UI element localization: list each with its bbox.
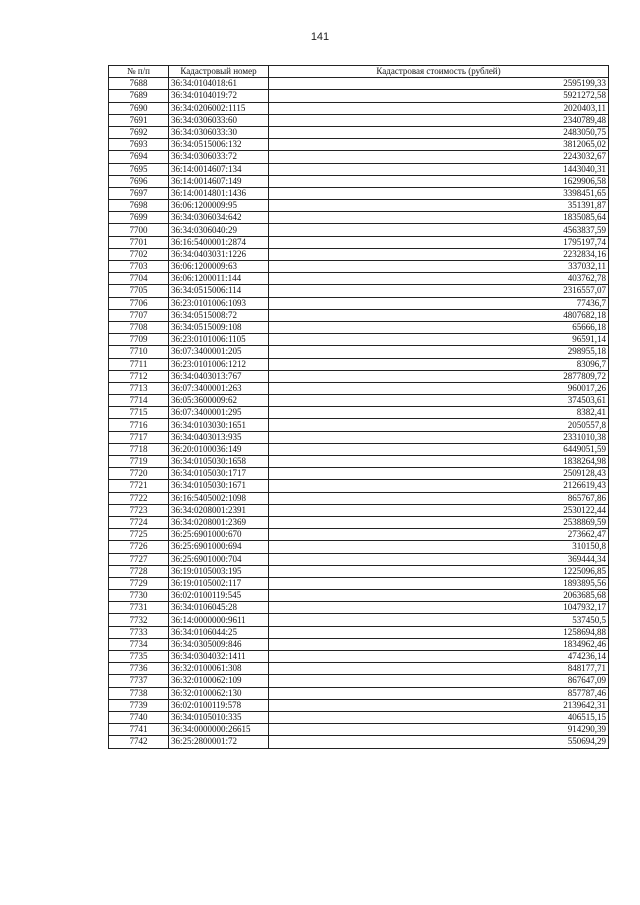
cell-index: 7731 — [109, 602, 169, 614]
cell-cadastral-number: 36:25:6901000:670 — [169, 529, 269, 541]
table-row — [109, 78, 609, 90]
cell-cadastral-value: 273662,47 — [269, 529, 609, 541]
cell-cadastral-number: 36:05:3600009:62 — [169, 395, 269, 407]
cell-cadastral-number: 36:34:0103030:1651 — [169, 419, 269, 431]
table-row — [109, 687, 609, 699]
table-row — [109, 699, 609, 711]
cell-index: 7727 — [109, 553, 169, 565]
cell-cadastral-value: 8382,41 — [269, 407, 609, 419]
cell-index: 7726 — [109, 541, 169, 553]
cell-cadastral-number: 36:34:0305009:846 — [169, 638, 269, 650]
table-row — [109, 553, 609, 565]
cadastral-value-table — [108, 65, 609, 749]
cell-cadastral-value: 1795197,74 — [269, 236, 609, 248]
cell-index: 7700 — [109, 224, 169, 236]
table-row — [109, 711, 609, 723]
cell-cadastral-value: 1835085,64 — [269, 212, 609, 224]
table-row — [109, 334, 609, 346]
table-row — [109, 248, 609, 260]
cell-cadastral-number: 36:14:0014607:134 — [169, 163, 269, 175]
cell-cadastral-value: 4563837,59 — [269, 224, 609, 236]
table-row — [109, 638, 609, 650]
table-row — [109, 736, 609, 748]
cell-cadastral-value: 1838264,98 — [269, 456, 609, 468]
cell-cadastral-number: 36:06:1200009:95 — [169, 200, 269, 212]
cell-index: 7715 — [109, 407, 169, 419]
cell-index: 7698 — [109, 200, 169, 212]
table-row — [109, 492, 609, 504]
cell-cadastral-number: 36:19:0105002:117 — [169, 577, 269, 589]
table-row — [109, 614, 609, 626]
cell-cadastral-number: 36:34:0515006:132 — [169, 139, 269, 151]
table-row — [109, 407, 609, 419]
table-row — [109, 321, 609, 333]
cell-index: 7710 — [109, 346, 169, 358]
table-row — [109, 114, 609, 126]
cell-cadastral-value: 337032,11 — [269, 261, 609, 273]
cell-index: 7721 — [109, 480, 169, 492]
cell-cadastral-number: 36:14:0014801:1436 — [169, 187, 269, 199]
cell-cadastral-number: 36:34:0105030:1658 — [169, 456, 269, 468]
cell-cadastral-number: 36:34:0515008:72 — [169, 309, 269, 321]
cell-cadastral-value: 77436,7 — [269, 297, 609, 309]
cell-cadastral-number: 36:23:0101006:1105 — [169, 334, 269, 346]
cell-cadastral-value: 351391,87 — [269, 200, 609, 212]
page-number: 141 — [310, 31, 330, 43]
cell-cadastral-value: 4807682,18 — [269, 309, 609, 321]
table-row — [109, 529, 609, 541]
cell-cadastral-value: 369444,34 — [269, 553, 609, 565]
table-row — [109, 102, 609, 114]
cell-cadastral-number: 36:07:3400001:205 — [169, 346, 269, 358]
cell-cadastral-number: 36:20:0100036:149 — [169, 443, 269, 455]
cell-index: 7714 — [109, 395, 169, 407]
cell-index: 7694 — [109, 151, 169, 163]
cell-cadastral-value: 474236,14 — [269, 651, 609, 663]
cell-cadastral-number: 36:34:0403013:767 — [169, 370, 269, 382]
table-row — [109, 565, 609, 577]
cell-index: 7692 — [109, 126, 169, 138]
cell-cadastral-value: 1443040,31 — [269, 163, 609, 175]
table-row — [109, 468, 609, 480]
cell-cadastral-number: 36:16:5400001:2874 — [169, 236, 269, 248]
cell-cadastral-number: 36:34:0208001:2369 — [169, 516, 269, 528]
cell-index: 7717 — [109, 431, 169, 443]
cell-cadastral-number: 36:16:5405002:1098 — [169, 492, 269, 504]
table-row — [109, 724, 609, 736]
cell-cadastral-number: 36:34:0208001:2391 — [169, 504, 269, 516]
table-row — [109, 602, 609, 614]
table-row — [109, 675, 609, 687]
cell-index: 7707 — [109, 309, 169, 321]
cell-index: 7703 — [109, 261, 169, 273]
cell-index: 7709 — [109, 334, 169, 346]
cell-index: 7697 — [109, 187, 169, 199]
table-row — [109, 346, 609, 358]
cell-index: 7708 — [109, 321, 169, 333]
cell-index: 7699 — [109, 212, 169, 224]
cell-index: 7724 — [109, 516, 169, 528]
cell-index: 7705 — [109, 285, 169, 297]
cell-index: 7732 — [109, 614, 169, 626]
cell-cadastral-number: 36:07:3400001:263 — [169, 382, 269, 394]
cell-cadastral-value: 2020403,11 — [269, 102, 609, 114]
table-row — [109, 297, 609, 309]
cell-index: 7728 — [109, 565, 169, 577]
cell-index: 7712 — [109, 370, 169, 382]
cell-cadastral-number: 36:23:0101006:1093 — [169, 297, 269, 309]
cell-index: 7688 — [109, 78, 169, 90]
cell-index: 7741 — [109, 724, 169, 736]
cell-cadastral-value: 2331010,38 — [269, 431, 609, 443]
cell-index: 7739 — [109, 699, 169, 711]
table-row — [109, 577, 609, 589]
cell-cadastral-number: 36:06:1200009:63 — [169, 261, 269, 273]
cell-cadastral-number: 36:34:0515006:114 — [169, 285, 269, 297]
cell-cadastral-number: 36:25:6901000:694 — [169, 541, 269, 553]
table-row — [109, 261, 609, 273]
cell-cadastral-number: 36:14:0000000:9611 — [169, 614, 269, 626]
table-row — [109, 163, 609, 175]
cell-cadastral-value: 2139642,31 — [269, 699, 609, 711]
table-row — [109, 541, 609, 553]
cell-cadastral-value: 2126619,43 — [269, 480, 609, 492]
table-row — [109, 395, 609, 407]
cell-cadastral-number: 36:34:0515009:108 — [169, 321, 269, 333]
cell-cadastral-value: 2340789,48 — [269, 114, 609, 126]
table-row — [109, 285, 609, 297]
cell-cadastral-number: 36:34:0105030:1671 — [169, 480, 269, 492]
cell-cadastral-value: 2530122,44 — [269, 504, 609, 516]
cell-cadastral-number: 36:25:2800001:72 — [169, 736, 269, 748]
cell-cadastral-value: 2877809,72 — [269, 370, 609, 382]
cell-cadastral-value: 2232834,16 — [269, 248, 609, 260]
cell-cadastral-number: 36:34:0105030:1717 — [169, 468, 269, 480]
cell-index: 7722 — [109, 492, 169, 504]
cell-index: 7734 — [109, 638, 169, 650]
cell-cadastral-value: 403762,78 — [269, 273, 609, 285]
cell-index: 7735 — [109, 651, 169, 663]
cell-cadastral-number: 36:34:0106044:25 — [169, 626, 269, 638]
cell-cadastral-number: 36:34:0105010:335 — [169, 711, 269, 723]
cell-cadastral-value: 3398451,65 — [269, 187, 609, 199]
cell-index: 7719 — [109, 456, 169, 468]
cell-cadastral-number: 36:32:0100062:130 — [169, 687, 269, 699]
cell-index: 7716 — [109, 419, 169, 431]
cell-cadastral-number: 36:34:0403031:1226 — [169, 248, 269, 260]
cell-cadastral-number: 36:34:0306040:29 — [169, 224, 269, 236]
cell-cadastral-number: 36:25:6901000:704 — [169, 553, 269, 565]
cell-index: 7738 — [109, 687, 169, 699]
table-row — [109, 187, 609, 199]
cell-cadastral-value: 1834962,46 — [269, 638, 609, 650]
table-row — [109, 358, 609, 370]
cell-index: 7706 — [109, 297, 169, 309]
cell-cadastral-number: 36:34:0306033:60 — [169, 114, 269, 126]
cell-cadastral-value: 2063685,68 — [269, 590, 609, 602]
table-row — [109, 126, 609, 138]
cell-cadastral-value: 960017,26 — [269, 382, 609, 394]
table-row — [109, 309, 609, 321]
cell-index: 7695 — [109, 163, 169, 175]
cell-cadastral-value: 310150,8 — [269, 541, 609, 553]
cell-cadastral-number: 36:34:0306034:642 — [169, 212, 269, 224]
column-header-cadastral-number: Кадастровый номер — [169, 66, 269, 78]
cell-cadastral-value: 537450,5 — [269, 614, 609, 626]
cell-cadastral-number: 36:34:0104019:72 — [169, 90, 269, 102]
cell-cadastral-value: 2483050,75 — [269, 126, 609, 138]
cell-cadastral-number: 36:23:0101006:1212 — [169, 358, 269, 370]
cell-cadastral-value: 2243032,67 — [269, 151, 609, 163]
table-row — [109, 456, 609, 468]
cell-index: 7725 — [109, 529, 169, 541]
cell-cadastral-number: 36:02:0100119:545 — [169, 590, 269, 602]
cell-cadastral-value: 65666,18 — [269, 321, 609, 333]
table-row — [109, 431, 609, 443]
table-row — [109, 370, 609, 382]
cell-cadastral-value: 867647,09 — [269, 675, 609, 687]
cell-index: 7737 — [109, 675, 169, 687]
table-row — [109, 419, 609, 431]
cell-cadastral-value: 1258694,88 — [269, 626, 609, 638]
table-row — [109, 516, 609, 528]
table-row — [109, 224, 609, 236]
cell-cadastral-value: 3812065,02 — [269, 139, 609, 151]
table-header-row — [109, 66, 609, 78]
cell-index: 7704 — [109, 273, 169, 285]
cell-cadastral-value: 865767,86 — [269, 492, 609, 504]
cell-cadastral-number: 36:34:0306033:30 — [169, 126, 269, 138]
table-row — [109, 443, 609, 455]
table-row — [109, 139, 609, 151]
cell-index: 7713 — [109, 382, 169, 394]
cell-index: 7711 — [109, 358, 169, 370]
cell-cadastral-value: 2316557,07 — [269, 285, 609, 297]
cell-cadastral-number: 36:34:0106045:28 — [169, 602, 269, 614]
cell-cadastral-number: 36:34:0403013:935 — [169, 431, 269, 443]
cell-cadastral-number: 36:32:0100062:109 — [169, 675, 269, 687]
cell-cadastral-value: 848177,71 — [269, 663, 609, 675]
cell-cadastral-value: 298955,18 — [269, 346, 609, 358]
table-row — [109, 175, 609, 187]
column-header-index: № п/п — [109, 66, 169, 78]
cell-index: 7730 — [109, 590, 169, 602]
cell-index: 7690 — [109, 102, 169, 114]
cell-cadastral-number: 36:34:0304032:1411 — [169, 651, 269, 663]
cell-index: 7689 — [109, 90, 169, 102]
cell-cadastral-value: 914290,39 — [269, 724, 609, 736]
table-row — [109, 504, 609, 516]
cell-cadastral-number: 36:34:0000000:26615 — [169, 724, 269, 736]
cell-cadastral-number: 36:32:0100061:308 — [169, 663, 269, 675]
cell-cadastral-value: 374503,61 — [269, 395, 609, 407]
cell-cadastral-value: 2595199,33 — [269, 78, 609, 90]
cell-cadastral-value: 550694,29 — [269, 736, 609, 748]
cell-cadastral-value: 857787,46 — [269, 687, 609, 699]
cell-cadastral-value: 5921272,58 — [269, 90, 609, 102]
cell-index: 7693 — [109, 139, 169, 151]
cell-cadastral-value: 1893895,56 — [269, 577, 609, 589]
cell-cadastral-value: 6449051,59 — [269, 443, 609, 455]
cell-index: 7742 — [109, 736, 169, 748]
cell-index: 7691 — [109, 114, 169, 126]
cell-index: 7733 — [109, 626, 169, 638]
table-row — [109, 626, 609, 638]
cell-cadastral-number: 36:34:0206002:1115 — [169, 102, 269, 114]
cell-cadastral-number: 36:34:0306033:72 — [169, 151, 269, 163]
cell-index: 7723 — [109, 504, 169, 516]
cell-cadastral-value: 406515,15 — [269, 711, 609, 723]
cell-index: 7740 — [109, 711, 169, 723]
cell-index: 7736 — [109, 663, 169, 675]
cell-cadastral-number: 36:34:0104018:61 — [169, 78, 269, 90]
table-row — [109, 382, 609, 394]
cell-cadastral-value: 1225096,85 — [269, 565, 609, 577]
cell-cadastral-value: 83096,7 — [269, 358, 609, 370]
cell-index: 7729 — [109, 577, 169, 589]
table-row — [109, 651, 609, 663]
table-row — [109, 236, 609, 248]
table-row — [109, 212, 609, 224]
cell-index: 7701 — [109, 236, 169, 248]
cell-cadastral-value: 2050557,8 — [269, 419, 609, 431]
cell-cadastral-value: 2538869,59 — [269, 516, 609, 528]
cell-cadastral-number: 36:02:0100119:578 — [169, 699, 269, 711]
table-row — [109, 200, 609, 212]
cell-cadastral-value: 1629906,58 — [269, 175, 609, 187]
table-row — [109, 273, 609, 285]
cell-cadastral-value: 2509128,43 — [269, 468, 609, 480]
cell-index: 7696 — [109, 175, 169, 187]
column-header-cadastral-value: Кадастровая стоимость (рублей) — [269, 66, 609, 78]
cell-cadastral-number: 36:19:0105003:195 — [169, 565, 269, 577]
cell-index: 7718 — [109, 443, 169, 455]
table-row — [109, 663, 609, 675]
table-row — [109, 480, 609, 492]
cell-index: 7702 — [109, 248, 169, 260]
table-row — [109, 90, 609, 102]
table-row — [109, 151, 609, 163]
table-row — [109, 590, 609, 602]
cell-cadastral-value: 1047932,17 — [269, 602, 609, 614]
cell-cadastral-number: 36:14:0014607:149 — [169, 175, 269, 187]
table-body — [109, 78, 609, 748]
cell-cadastral-number: 36:06:1200011:144 — [169, 273, 269, 285]
cell-cadastral-value: 96591,14 — [269, 334, 609, 346]
cell-cadastral-number: 36:07:3400001:295 — [169, 407, 269, 419]
cell-index: 7720 — [109, 468, 169, 480]
